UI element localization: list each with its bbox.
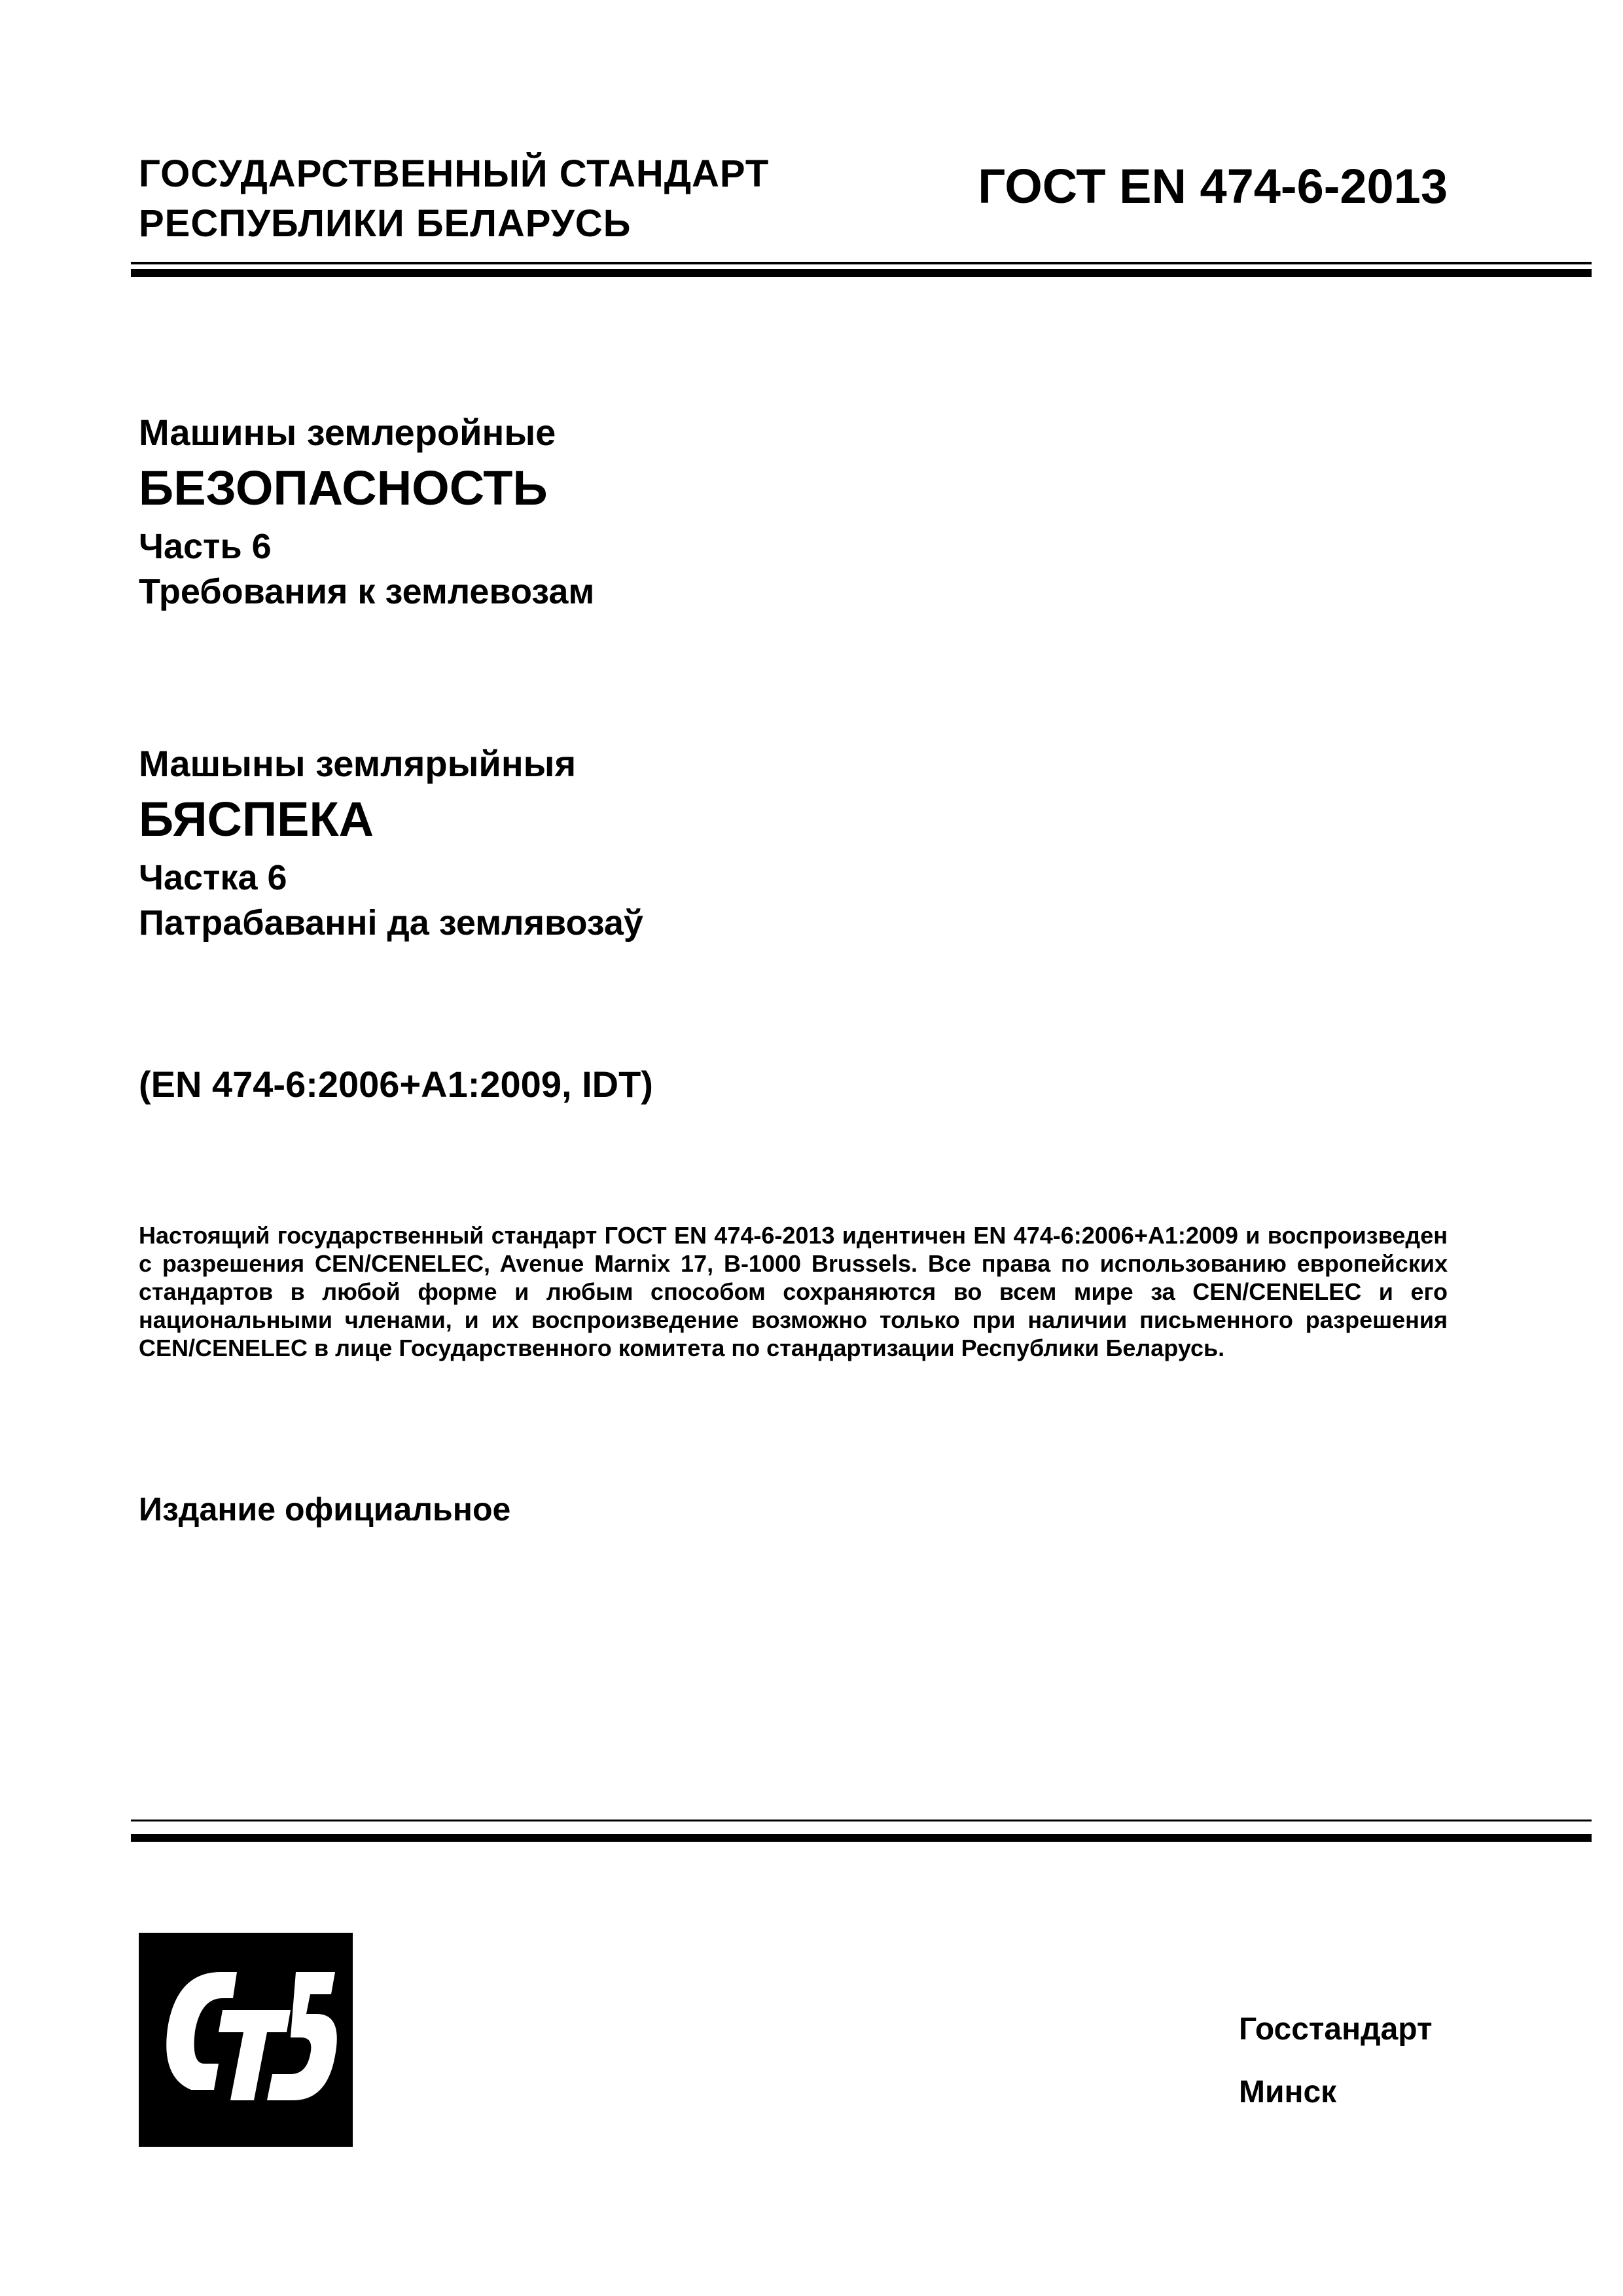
title-ru-main: БЕЗОПАСНОСТЬ	[139, 461, 548, 515]
bottom-rule-thin	[131, 1820, 1592, 1821]
title-be-subject: Машыны землярыйныя	[139, 743, 577, 784]
title-ru-description: Требования к землевозам	[139, 572, 595, 611]
publisher-city: Минск	[1239, 2075, 1337, 2109]
stb-logo-graphic	[139, 1933, 353, 2147]
publisher-name: Госстандарт	[1239, 2012, 1433, 2047]
title-be-part: Частка 6	[139, 858, 287, 897]
top-rule-thin	[131, 262, 1592, 264]
header-line-2: РЕСПУБЛИКИ БЕЛАРУСЬ	[139, 202, 632, 245]
header-line-1: ГОСУДАРСТВЕННЫЙ СТАНДАРТ	[139, 152, 770, 195]
title-be-main: БЯСПЕКА	[139, 792, 374, 846]
en-reference: (EN 474-6:2006+A1:2009, IDT)	[139, 1064, 653, 1105]
publisher-block	[1239, 1998, 1432, 2124]
header-organization	[139, 149, 769, 249]
stb-logo-icon	[139, 1933, 353, 2147]
title-russian	[139, 410, 594, 614]
copyright-notice: Настоящий государственный стандарт ГОСТ EN 474-6-2013 идентичен EN 474-6:2006+A1:2009 и воспроизведен с разрешения CEN/CENELEC, Avenue Marnix 17, B-1000 Brussels. Все права по использованию европейских стандартов в любой форме и любым способом сохраняются во всем мире за CEN/CENELEC и его национальными членами, и их воспроизведение возможно только при наличии письменного разрешения CEN/CENELEC в лице Государственного комитета по стандартизации Республики Беларусь.	[139, 1222, 1448, 1361]
title-ru-part: Часть 6	[139, 527, 272, 566]
title-belarusian	[139, 741, 643, 945]
bottom-rule-thick	[131, 1834, 1592, 1842]
title-ru-subject: Машины землеройные	[139, 412, 556, 453]
top-rule-thick	[131, 269, 1592, 277]
edition-label: Издание официальное	[139, 1491, 511, 1528]
title-be-description: Патрабаванні да землявозаў	[139, 903, 643, 942]
standard-designation: ГОСТ EN 474-6-2013	[978, 159, 1448, 213]
